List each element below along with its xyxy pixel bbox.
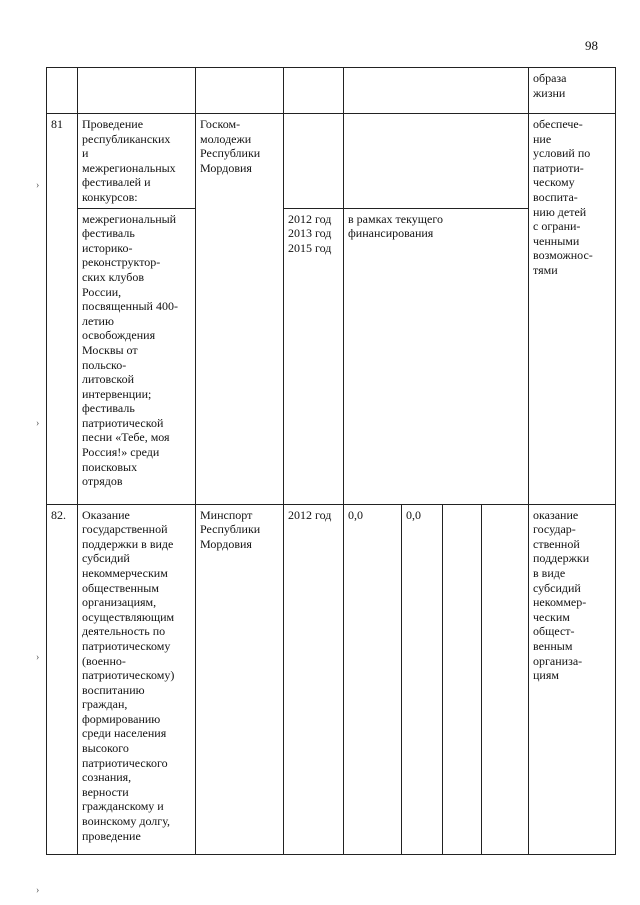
cell-financing: в рамках текущего финансирования xyxy=(344,208,529,504)
cell-year: 2012 год xyxy=(284,504,344,854)
cell-value: 0,0 xyxy=(402,504,443,854)
cell-executor: Госком- молодежи Республики Мордовия xyxy=(196,114,284,505)
cell-measure-detail: межрегиональный фестиваль историко- реконструктор- ских клубов России, посвященный 400- летию освобождения Москвы от польско- литовской интервенции; фестиваль патриотической песни «Тебе, моя Россия!» среди поисковых отрядов xyxy=(78,208,196,504)
cell-number: 81 xyxy=(47,114,78,505)
table-row xyxy=(47,114,616,209)
cell-result: оказание государ- ственной поддержки в виде субсидий некоммер- ческим общест- венным организа- циям xyxy=(529,504,616,854)
page-number: 98 xyxy=(585,38,598,53)
cell-empty xyxy=(196,68,284,114)
cell-empty xyxy=(443,504,482,854)
scan-mark: › xyxy=(36,180,40,191)
table-row xyxy=(47,68,616,114)
cell-number: 82. xyxy=(47,504,78,854)
cell-empty xyxy=(284,114,344,209)
cell-executor: Минспорт Республики Мордовия xyxy=(196,504,284,854)
cell-measure-title: Оказание государственной поддержки в виде субсидий некоммерческим общественным организациям, осуществляющим деятельность по патриотическому (военно- патриотическому) воспитанию граждан, формированию среди населения высокого патриотического сознания, верности гражданскому и воинскому долгу, проведение xyxy=(78,504,196,854)
scan-mark: › xyxy=(36,418,40,429)
cell-empty xyxy=(78,68,196,114)
cell-empty xyxy=(284,68,344,114)
cell-empty xyxy=(482,504,529,854)
table-row xyxy=(47,504,616,854)
cell-empty xyxy=(344,114,529,209)
cell-result: обеспече- ние условий по патриоти- ческому воспита- нию детей с ограни- ченными возможнос- тями xyxy=(529,114,616,505)
cell-empty xyxy=(344,68,529,114)
cell-measure-title: Проведение республиканских и межрегиональных фестивалей и конкурсов: xyxy=(78,114,196,209)
cell-years: 2012 год 2013 год 2015 год xyxy=(284,208,344,504)
scan-mark: › xyxy=(36,885,40,896)
cell-empty xyxy=(47,68,78,114)
scan-mark: › xyxy=(36,652,40,663)
measures-table xyxy=(46,67,616,855)
cell-result: образа жизни xyxy=(529,68,616,114)
cell-value: 0,0 xyxy=(344,504,402,854)
